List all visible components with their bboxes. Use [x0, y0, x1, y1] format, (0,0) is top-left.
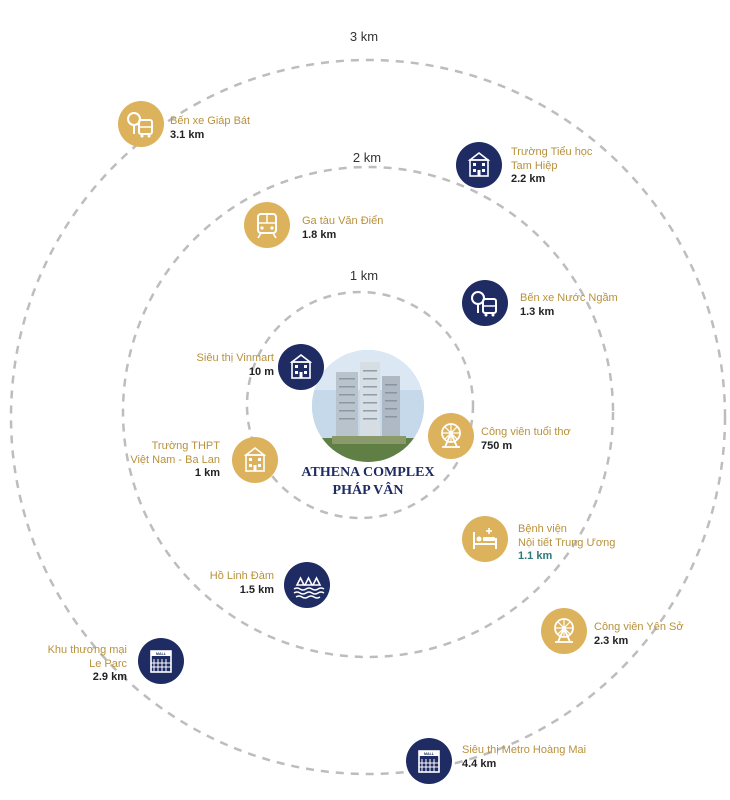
poi-name-line2: Nội tiết Trung Ương: [518, 536, 616, 549]
center-title-line2: PHÁP VÂN: [332, 483, 404, 498]
poi-distance: 2.2 km: [511, 173, 546, 185]
poi-khu-thuong-mai-le-parc: [48, 644, 127, 685]
poi-name-line2: Tam Hiệp: [511, 159, 558, 172]
poi-name: Công viên tuổi thơ: [481, 426, 571, 438]
poi-sieu-thi-vinmart: [197, 352, 274, 379]
poi-distance: 2.3 km: [594, 634, 629, 647]
poi-distance: 3.1 km: [170, 128, 205, 141]
ring-label-3km: 3 km: [349, 29, 379, 44]
mall-icon: [138, 638, 184, 684]
poi-name: Bệnh viện: [518, 523, 567, 535]
center-title: [301, 464, 434, 500]
mall-sign-text: MALL: [156, 652, 166, 657]
poi-truong-thpt-viet-nam-ba-lan: [130, 440, 220, 481]
poi-distance: 750 m: [481, 439, 513, 452]
poi-benh-vien-noi-tiet-trung-uong: [518, 523, 615, 564]
poi-name: Công viên Yên Sở: [594, 621, 684, 633]
poi-name: Bến xe Nước Ngầm: [520, 292, 618, 304]
poi-distance: 1.1 km: [518, 550, 553, 562]
poi-distance: 1.8 km: [302, 228, 337, 241]
poi-ho-linh-dam: [210, 570, 274, 597]
poi-name: Khu thương mại: [47, 644, 127, 656]
poi-name: Ga tàu Văn Điển: [302, 215, 384, 227]
center-title-line1: ATHENA COMPLEX: [301, 465, 435, 480]
poi-name: Trường THPT: [151, 440, 220, 452]
poi-name: Trường Tiểu học: [511, 146, 593, 158]
poi-name: Siêu thị Metro Hoàng Mai: [462, 744, 587, 756]
poi-distance: 4.4 km: [462, 757, 497, 770]
poi-name: Hồ Linh Đàm: [209, 570, 274, 582]
ring-label-1km: 1 km: [349, 268, 379, 283]
poi-ga-tau-van-dien: [302, 215, 383, 242]
poi-sieu-thi-metro-hoang-mai: [462, 744, 586, 771]
poi-truong-tieu-hoc-tam-hiep: [511, 146, 592, 187]
athena-complex-building-image: [312, 350, 424, 462]
poi-name: Siêu thị Vinmart: [196, 352, 274, 364]
hospital-bed-icon: [462, 516, 508, 562]
bus-station-icon: [118, 101, 164, 147]
poi-distance: 1 km: [194, 467, 220, 479]
mall-sign-text: MALL: [424, 752, 434, 757]
poi-ben-xe-nuoc-ngam: [520, 292, 618, 319]
poi-distance: 10 m: [248, 365, 274, 378]
train-icon: [244, 202, 290, 248]
ring-label-2km: 2 km: [352, 150, 382, 165]
poi-distance: 1.5 km: [239, 583, 274, 596]
mall-icon: [406, 738, 452, 784]
poi-ben-xe-giap-bat: [170, 115, 250, 142]
lake-icon: [284, 562, 330, 608]
poi-name: Bến xe Giáp Bát: [170, 115, 251, 127]
poi-cong-vien-yen-so: [594, 621, 684, 648]
poi-distance: 2.9 km: [92, 671, 127, 683]
ferris-wheel-icon: [428, 413, 474, 459]
poi-distance: 1.3 km: [520, 305, 555, 318]
ferris-wheel-icon: [541, 608, 587, 654]
building-icon: [278, 344, 324, 390]
poi-name-line2: Le Parc: [89, 657, 127, 670]
school-icon: [232, 437, 278, 483]
poi-cong-vien-tuoi-tho: [481, 426, 571, 453]
school-icon: [456, 142, 502, 188]
poi-name-line2: Việt Nam - Ba Lan: [130, 453, 220, 466]
bus-station-icon: [462, 280, 508, 326]
